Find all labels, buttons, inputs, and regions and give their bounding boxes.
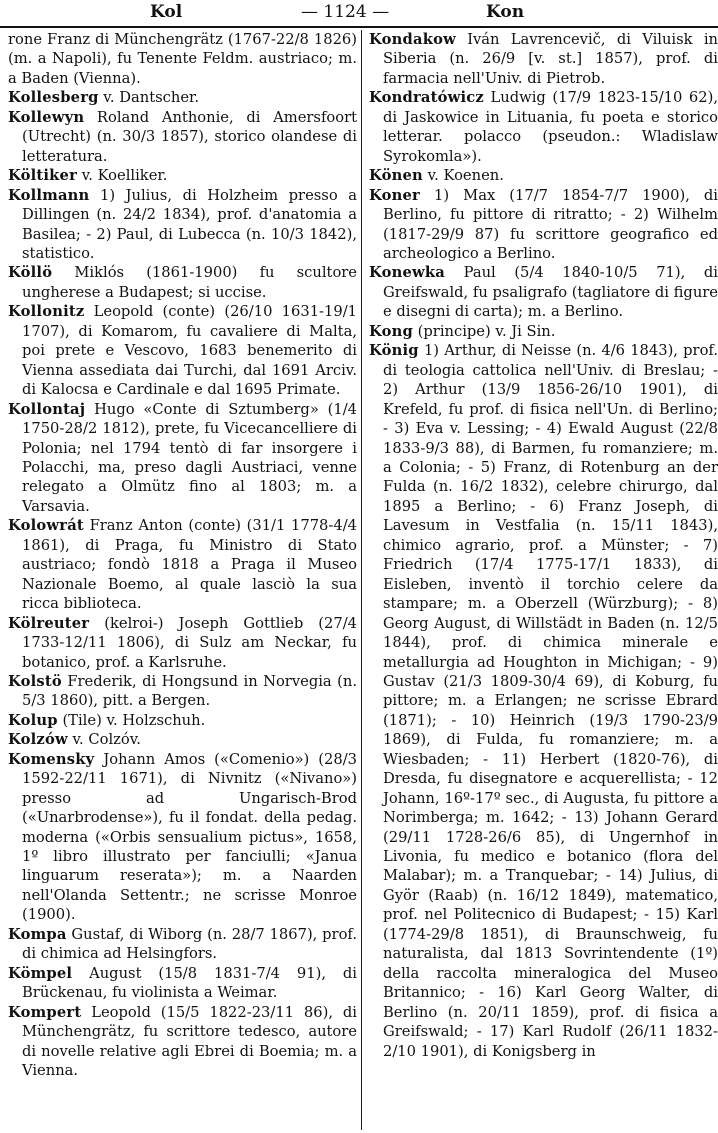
entry-headword: Kollonitz [8, 303, 85, 321]
entry-text: (principe) v. Ji Sin. [413, 322, 556, 340]
dictionary-entry [8, 750, 357, 925]
entry-text: Gustaf, di Wiborg (n. 28/7 1867), prof. di chimica ad Helsingfors. [22, 925, 357, 963]
entry-headword: Kolup [8, 711, 58, 729]
dictionary-entry [8, 263, 357, 302]
entry-text: Roland Anthonie, di Amersfoort (Utrecht) (n. 30/3 1857), storico olandese di letteratura. [22, 108, 357, 165]
entry-headword: Kondakow [369, 31, 456, 48]
entry-headword: Konewka [369, 264, 445, 282]
entry-headword: Kompert [8, 1003, 82, 1021]
entry-text: Ludwig (17/9 1823-15/10 62), di Jaskowice in Lituania, fu poeta e storico letterar. polacco (pseudon.: Wladislaw Syrokomla»). [383, 89, 718, 165]
entry-headword: Koner [369, 186, 421, 204]
dictionary-entry [8, 516, 357, 613]
entry-headword: Kollewyn [8, 108, 85, 126]
dictionary-entry [369, 341, 718, 1061]
dictionary-entry [8, 711, 357, 730]
dictionary-entry [8, 108, 357, 166]
column-divider [361, 30, 362, 1130]
entry-headword: Költiker [8, 167, 78, 185]
dictionary-entry [369, 88, 718, 166]
entry-text: v. Dantscher. [98, 89, 200, 107]
entry-headword: Könen [369, 167, 423, 185]
entry-text: Miklós (1861-1900) fu scultore ungherese a Budapest; si uccise. [22, 264, 357, 301]
entry-headword: Kollmann [8, 186, 90, 204]
dictionary-entry [8, 166, 357, 185]
entry-text: Hugo «Conte di Sztumberg» (1/4 1750-28/2 1812), prete, fu Vicecancelliere di Polonia; nel 1794 tentò di far insorgere i Polacchi, ma, preso dagli Austriaci, venne relegato a Olmütz fino al 1803; m. a Varsavia. [22, 400, 357, 515]
dictionary-entry [369, 186, 718, 264]
entry-text: v. Colzóv. [67, 731, 141, 749]
entry-headword: Kollontaj [8, 400, 86, 418]
entry-text: Leopold (15/5 1822-23/11 86), di Münchengrätz, fu scrittore tedesco, autore di novelle relative agli Ebrei di Boemia; m. a Vienna. [22, 1003, 357, 1080]
entry-text: Johann Amos («Comenio») (28/3 1592-22/11 1671), di Nivnitz («Nivano») presso ad Ungarisch-Brod («Unarbrodense»), fu il fondat. della pedag. moderna («Orbis sensualium pictus», 1658, 1º libro illustrato per fanciulli; «Janua linguarum reserata»); m. a Naarden nell'Olanda Settentr.; ne scrisse Monroe (1900). [22, 750, 357, 924]
dictionary-entry [8, 672, 357, 711]
entry-headword: Kollesberg [8, 89, 99, 107]
entry-text: Frederik, di Hongsund in Norvegia (n. 5/3 1860), pitt. a Bergen. [22, 672, 357, 710]
header-right-catchword: Kon [486, 2, 525, 22]
entry-headword: Kong [369, 322, 413, 340]
entry-headword: Komensky [8, 750, 95, 768]
entry-text: rone Franz di Münchengrätz (1767-22/8 1826) (m. a Napoli), fu Tenente Feldm. austriaco; m. a Baden (Vienna). [8, 31, 357, 87]
entry-headword: Kompa [8, 925, 67, 943]
left-column [8, 30, 357, 1080]
entry-text: Franz Anton (conte) (31/1 1778-4/4 1861), di Praga, fu Ministro di Stato austriaco; fondò 1818 a Praga il Museo Nazionale Boemo, al quale lasciò la sua ricca biblioteca. [22, 517, 357, 613]
entry-headword: Kolstö [8, 672, 62, 690]
entry-text: 1) Julius, di Holzheim presso a Dillingen (n. 24/2 1834), prof. d'anatomia a Basilea; - 2) Paul, di Lubecca (n. 10/3 1842), statistico. [22, 186, 357, 262]
entry-headword: Kömpel [8, 964, 73, 982]
entry-text: August (15/8 1831-7/4 91), di Brückenau, fu violinista a Weimar. [22, 964, 357, 1002]
dictionary-entry [8, 30, 357, 88]
entry-text: (Tile) v. Holzschuh. [57, 711, 206, 729]
entry-text: Leopold (conte) (26/10 1631-19/1 1707), di Komarom, fu cavaliere di Malta, poi prete e Vescovo, 1683 benemerito di Vienna assediata dai Turchi, dal 1691 Arciv. di Kalocsa e Cardinale e dal 1695 Primate. [22, 303, 357, 399]
dictionary-entry [8, 964, 357, 1003]
entry-text: 1) Arthur, di Neisse (n. 4/6 1843), prof. di teologia cattolica nell'Univ. di Breslau; - 2) Arthur (13/9 1856-26/10 1901), di Krefeld, fu prof. di fisica nell'Un. di Berlino; - 3) Eva v. Lessing; - 4) Ewald August (22/8 1833-9/3 88), di Barmen, fu romanziere; m. a Colonia; - 5) Franz, di Rotenburg an der Fulda (n. 16/2 1832), celebre chirurgo, dal 1895 a Berlino; - 6) Franz Joseph, di Lavesum in Vestfalia (n. 15/11 1843), chimico agrario, prof. a Münster; - 7) Friedrich (17/4 1775-17/1 1833), di Eisleben, inventò il torchio celere da stampare; m. a Oberzell (Würzburg); - 8) Georg August, di Willstädt in Baden (n. 12/5 1844), prof. di chimica minerale e metallurgia ad Houghton in Michigan; - 9) Gustav (21/3 1809-30/4 69), di Koburg, fu pittore; m. a Erlangen; ne scrisse Ebrard (1871); - 10) Heinrich (19/3 1790-23/9 1869), di Fulda, fu romanziere; m. a Wiesbaden; - 11) Herbert (1820-76), di Dresda, fu disegnatore e acquerellista; - 12 Johann, 16º-17º sec., di Augusta, fu pittore a Norimberga; m. 1642; - 13) Johann Gerard (29/11 1728-26/6 85), di Ungernhof in Livonia, fu medico e botanico (flora del Malabar); m. a Tranquebar; - 14) Julius, di Györ (Raab) (n. 16/12 1849), matematico, prof. nel Politecnico di Budapest; - 15) Karl (1774-29/8 1851), di Braunschweig, fu naturalista, dal 1813 Sovrintendente (1º) della raccolta mineralogica del Museo Britannico; - 16) Karl Georg Walter, di Berlino (n. 20/11 1859), prof. di fisica a Greifswald; - 17) Karl Rudolf (26/11 1832-2/10 1901), di Konigsberg in [383, 342, 718, 1060]
dictionary-entry [369, 30, 718, 88]
dictionary-entry [8, 1003, 357, 1081]
entry-headword: Kondratówicz [369, 89, 484, 107]
dictionary-entry [8, 88, 357, 107]
entry-text: Iván Lavrencevič, di Viluisk in Siberia (n. 26/9 [v. st.] 1857), prof. di farmacia nell'Univ. di Pietrob. [383, 31, 718, 87]
right-column [369, 30, 718, 1061]
dictionary-entry [8, 400, 357, 517]
header-left-catchword: Kol [150, 2, 183, 22]
dictionary-entry [8, 730, 357, 749]
entry-text: 1) Max (17/7 1854-7/7 1900), di Berlino, fu pittore di ritratto; - 2) Wilhelm (1817-29/9 87) fu scrittore geografico ed archeologico a Berlino. [383, 186, 718, 262]
entry-headword: Köllö [8, 264, 53, 282]
dictionary-entry [8, 614, 357, 672]
dictionary-entry [369, 166, 718, 185]
entry-headword: Kolowrát [8, 517, 84, 535]
entry-headword: König [369, 342, 419, 360]
entry-text: Paul (5/4 1840-10/5 71), di Greifswald, fu psaligrafo (tagliatore di figure e disegni di carta); m. a Berlino. [383, 264, 718, 321]
entry-headword: Kölreuter [8, 614, 90, 632]
dictionary-entry [369, 322, 718, 341]
entry-text: (kelroi-) Joseph Gottlieb (27/4 1733-12/11 1806), di Sulz am Neckar, fu botanico, prof. a Karlsruhe. [22, 614, 357, 671]
entry-text: v. Koenen. [422, 167, 504, 185]
page-number: — 1124 — [301, 2, 390, 22]
entry-text: v. Koelliker. [77, 167, 168, 185]
dictionary-entry [8, 186, 357, 264]
entry-headword: Kolzów [8, 731, 68, 749]
dictionary-entry [369, 263, 718, 321]
dictionary-entry [8, 302, 357, 399]
page-header [0, 0, 718, 28]
dictionary-entry [8, 925, 357, 964]
